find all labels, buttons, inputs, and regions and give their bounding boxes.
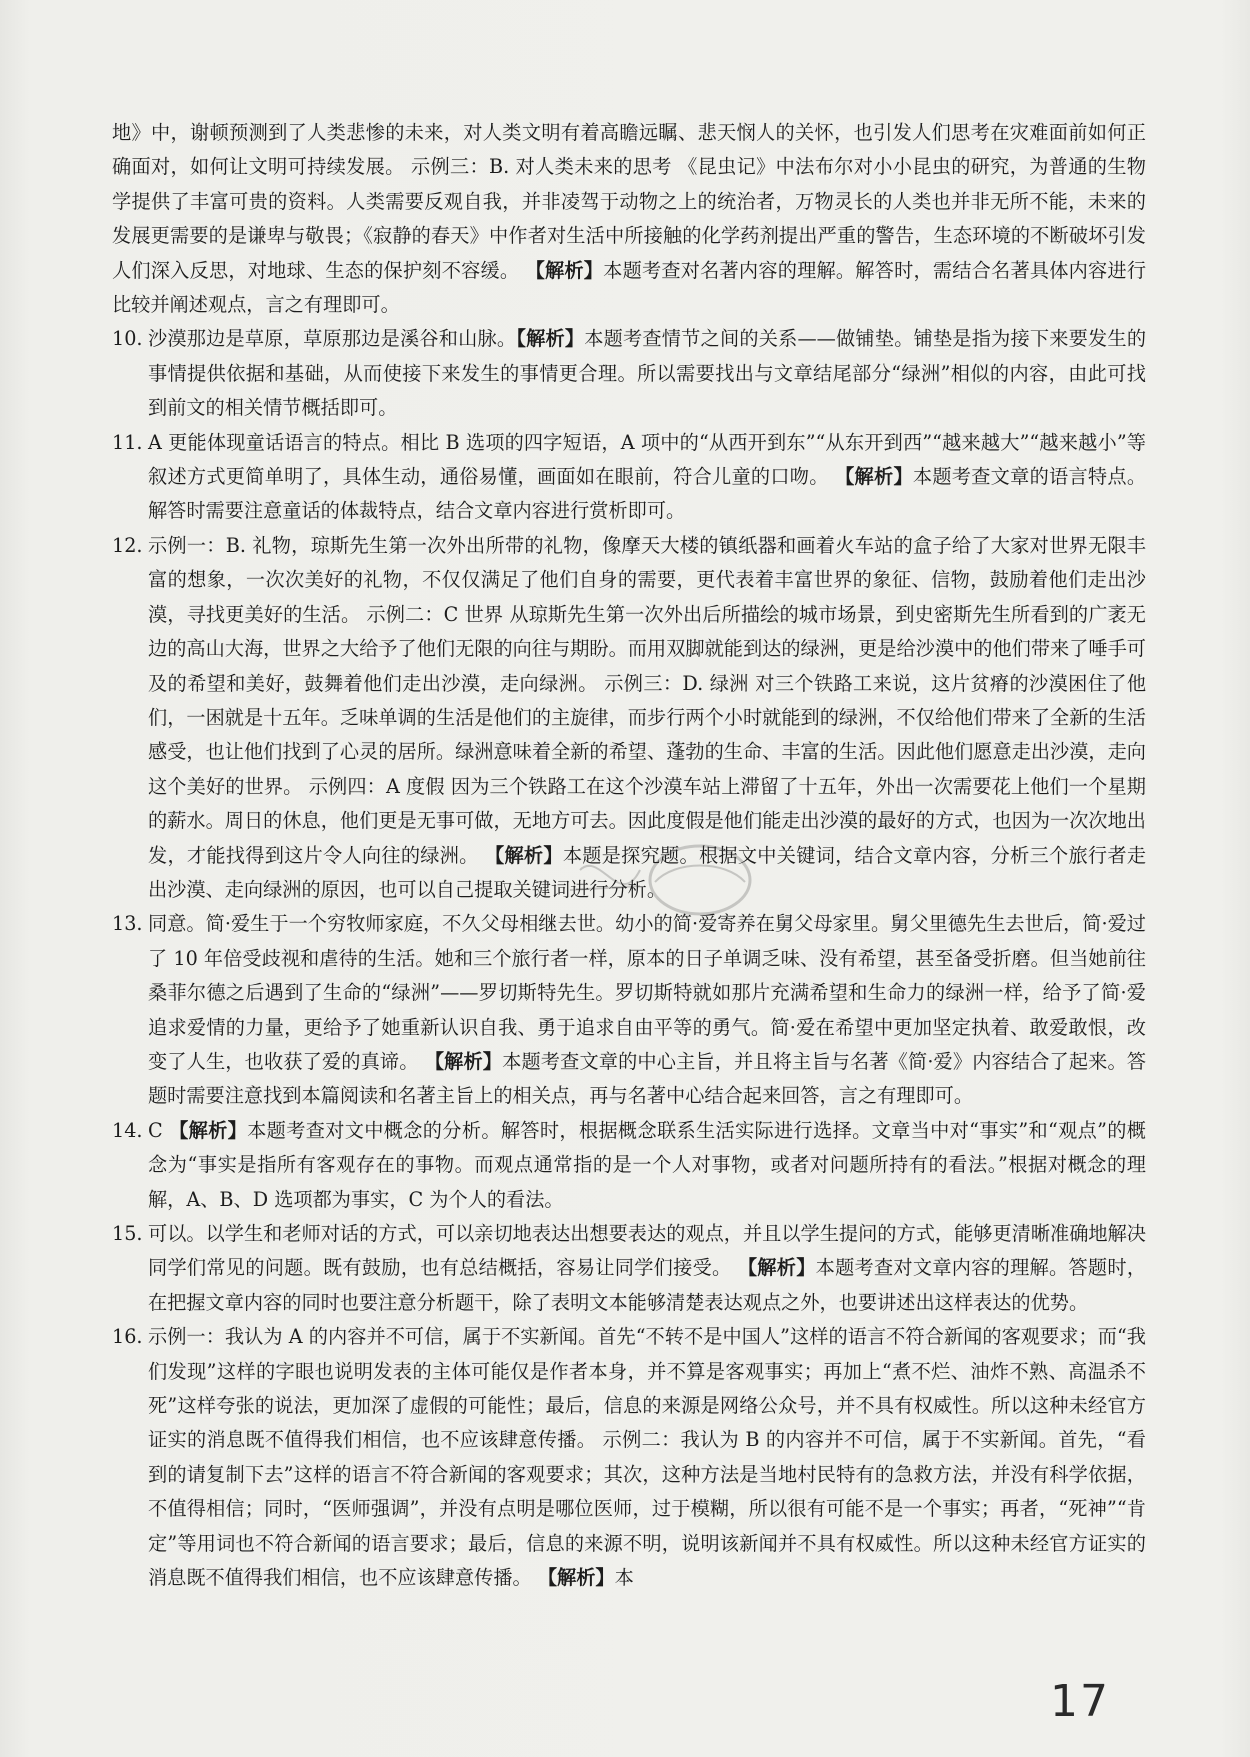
analysis-text: 本题是探究题。根据文中关键词，结合文章内容，分析三个旅行者走出沙漠、走向绿洲的原因，也可以自己提取关键词进行分析。: [148, 843, 1147, 901]
analysis-text: 本题考查文章的语言特点。解答时需要注意童话的体裁特点，结合文章内容进行赏析即可。: [148, 465, 1147, 523]
answer-text-body: [112, 116, 1146, 1595]
item-number: 16.: [112, 1325, 143, 1349]
item-body: [148, 1320, 1146, 1595]
answer-text: 示例一：B. 礼物，琼斯先生第一次外出所带的礼物，像摩天大楼的镇纸器和画着火车站的盒子给了大家对世界无限丰富的想象，一次次美好的礼物，不仅仅满足了他们自身的需要，更代表着丰富世界的象征、信物，鼓励着他们走出沙漠，寻找更美好的生活。 示例二：C 世界 从琼斯先生第一次外出后所描绘的城市场景，到史密斯先生所看到的广袤无边的高山大海，世界之大给予了他们无限的向往与期盼。而用双脚就能到达的绿洲，更是给沙漠中的他们带来了唾手可及的希望和美好，鼓舞着他们走出沙漠，走向绿洲。 示例三：D. 绿洲 对三个铁路工来说，这片贫瘠的沙漠困住了他们，一困就是十五年。乏味单调的生活是他们的主旋律，而步行两个小时就能到的绿洲，不仅给他们带来了全新的生活感受，也让他们找到了心灵的居所。绿洲意味着全新的希望、蓬勃的生命、丰富的生活。因此他们愿意走出沙漠，走向这个美好的世界。 示例四：A 度假 因为三个铁路工在这个沙漠车站上滞留了十五年，外出一次需要花上他们一个星期的薪水。周日的休息，他们更是无事可做，无地方可去。因此度假是他们能走出沙漠的最好的方式，也因为一次次地出发，才能找得到这片令人向往的绿洲。: [148, 533, 1146, 867]
analysis-text: 本题考查对文中概念的分析。解答时，根据概念联系生活实际进行选择。文章当中对“事实”和“观点”的概念为“事实是指所有客观存在的事物。而观点通常指的是一个人对事物，或者对问题所持有的看法。”根据对概念的理解，A、B、D 选项都为事实，C 为个人的看法。: [148, 1118, 1146, 1211]
analysis-text: 本题考查文章的中心主旨，并且将主旨与名著《简·爱》内容结合了起来。答题时需要注意找到本篇阅读和名著主旨上的相关点，再与名著中心结合起来回答，言之有理即可。: [148, 1049, 1147, 1108]
analysis-label: 【解析】: [835, 465, 913, 489]
analysis-text: 本题考查对名著内容的理解。解答时，需结合名著具体内容进行比较并阐述观点，言之有理即可。: [112, 258, 1147, 317]
item-body: [148, 322, 1146, 425]
analysis-label: 【解析】: [537, 1566, 615, 1590]
answer-item-15: [112, 1217, 1146, 1320]
analysis-label: 【解析】: [516, 327, 585, 351]
analysis-label: 【解析】: [525, 258, 604, 282]
item-number: 10.: [112, 327, 143, 351]
item-body: [148, 529, 1146, 907]
answer-text: 示例一：我认为 A 的内容并不可信，属于不实新闻。首先“不转不是中国人”这样的语言不符合新闻的客观要求；而“我们发现”这样的字眼也说明发表的主体可能仅是作者本身，并不算是客观事实；再加上“煮不烂、油炸不熟、高温杀不死”这样夸张的说法，更加深了虚假的可能性；最后，信息的来源是网络公众号，并不具有权威性。所以这种未经官方证实的消息既不值得我们相信，也不应该肆意传播。 示例二：我认为 B 的内容并不可信，属于不实新闻。首先，“看到的请复制下去”这样的语言不符合新闻的客观要求；其次，这种方法是当地村民特有的急救方法，并没有科学依据，不值得相信；同时，“医师强调”，并没有点明是哪位医师，过于模糊，所以很有可能不是一个事实；再者，“死神”“肯定”等用词也不符合新闻的语言要求；最后，信息的来源不明，说明该新闻并不具有权威性。所以这种未经官方证实的消息既不值得我们相信，也不应该肆意传播。: [148, 1325, 1146, 1590]
item-body: [148, 907, 1146, 1113]
item-body: [148, 1114, 1146, 1217]
page-number: 17: [1050, 1676, 1110, 1727]
answer-item-16: [112, 1320, 1146, 1595]
item-number: 12.: [112, 533, 143, 557]
item-number: 14.: [112, 1118, 143, 1142]
answer-text: 地》中，谢顿预测到了人类悲惨的未来，对人类文明有着高瞻远瞩、悲天悯人的关怀，也引发人们思考在灾难面前如何正确面对，如何让文明可持续发展。 示例三：B. 对人类未来的思考 《昆虫记》中法布尔对小小昆虫的研究，为普通的生物学提供了丰富可贵的资料。人类需要反观自我，并非凌驾于动物之上的统治者，万物灵长的人类也并非无所不能，未来的发展更需要的是谦卑与敬畏；《寂静的春天》中作者对生活中所接触的化学药剂提出严重的警告，生态环境的不断破坏引发人们深入反思，对地球、生态的保护刻不容缓。: [112, 121, 1146, 282]
answer-text: C: [148, 1118, 170, 1142]
item-number: 15.: [112, 1222, 143, 1245]
item-body: [148, 426, 1146, 529]
analysis-label: 【解析】: [424, 1049, 503, 1073]
answer-item-11: [112, 426, 1146, 529]
analysis-label: 【解析】: [737, 1256, 816, 1280]
analysis-label: 【解析】: [485, 843, 563, 867]
answer-item-12: [112, 529, 1146, 907]
answer-item-10: [112, 322, 1146, 425]
trailing-text: 本: [614, 1566, 634, 1590]
analysis-text: 本题考查对文章内容的理解。答题时，在把握文章内容的同时也要注意分析题干，除了表明文本能够清楚表达观点之外，也要讲述出这样表达的优势。: [148, 1256, 1147, 1314]
item-number: 11.: [112, 430, 143, 454]
analysis-text: 本题考查情节之间的关系——做铺垫。铺垫是指为接下来要发生的事情提供依据和基础，从而使接下来发生的事情更合理。所以需要找出与文章结尾部分“绿洲”相似的内容，由此可找到前文的相关情节概括即可。: [148, 327, 1147, 420]
answer-text: 可以。以学生和老师对话的方式，可以亲切地表达出想要表达的观点，并且以学生提问的方式，能够更清晰准确地解决同学们常见的问题。既有鼓励，也有总结概括，容易让同学们接受。: [148, 1222, 1146, 1280]
item-number: 13.: [112, 912, 143, 936]
item-body: [148, 1217, 1146, 1320]
answer-item-14: [112, 1114, 1146, 1217]
answer-text: 同意。简·爱生于一个穷牧师家庭，不久父母相继去世。幼小的简·爱寄养在舅父母家里。舅父里德先生去世后，简·爱过了 10 年倍受歧视和虐待的生活。她和三个旅行者一样，原本的日子单调乏味、没有希望，甚至备受折磨。但当她前往桑菲尔德之后遇到了生命的“绿洲”——罗切斯特先生。罗切斯特就如那片充满希望和生命力的绿洲一样，给予了简·爱追求爱情的力量，更给予了她重新认识自我、勇于追求自由平等的勇气。简·爱在希望中更加坚定执着、敢爱敢恨，改变了人生，也收获了爱的真谛。: [148, 912, 1146, 1073]
answer-text: A 更能体现童话语言的特点。相比 B 选项的四字短语，A 项中的“从西开到东”“从东开到西”“越来越大”“越来越小”等叙述方式更简单明了，具体生动，通俗易懂，画面如在眼前，符合儿童的口吻。: [148, 430, 1146, 489]
analysis-label: 【解析】: [169, 1118, 248, 1142]
answer-text: 沙漠那边是草原，草原那边是溪谷和山脉。: [148, 327, 517, 351]
continued-answer-paragraph: [112, 116, 1146, 322]
answer-item-13: [112, 907, 1146, 1113]
